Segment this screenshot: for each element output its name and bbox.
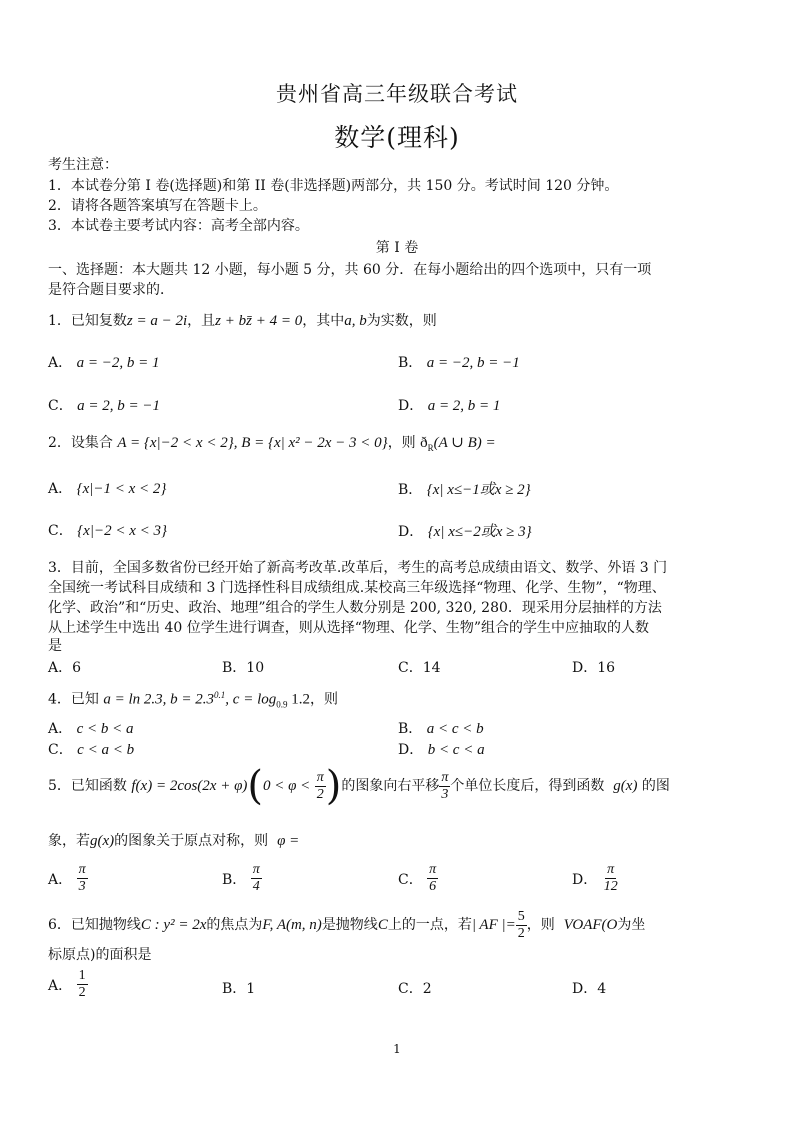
exam-title: 贵州省高三年级联合考试 xyxy=(276,82,518,106)
q5-stem-d: 的图 xyxy=(641,778,670,794)
notice-heading: 考生注意： xyxy=(48,157,118,173)
q6-expr-parabola: C : y² = 2x xyxy=(140,917,207,933)
q5-expr-condition: 0 < φ < xyxy=(263,778,311,794)
q1-expr-z: z = a − 2i xyxy=(126,313,188,329)
question-1-stem xyxy=(48,312,437,330)
q5-option-d: D． $\frac{\pi}{12}$ xyxy=(572,862,618,894)
q6-option-b: B．1 xyxy=(222,981,256,997)
q6-option-d: D．4 xyxy=(572,981,607,997)
q3-line-5: 是 xyxy=(48,638,62,654)
q5-frac-pi-over-3: $\frac{\pi}{3}$ xyxy=(441,769,449,802)
q1-expr-equation: z + bz̄ + 4 = 0 xyxy=(215,313,303,329)
exam-subject: 数学(理科) xyxy=(334,123,460,152)
q1-stem-d: 为实数，则 xyxy=(366,313,437,329)
q1-option-c: C． a = 2, b = −1 xyxy=(48,398,161,414)
q6-stem-a: 6．已知抛物线 xyxy=(48,917,141,933)
q5-line2-b: 的图象关于原点对称，则 xyxy=(114,833,269,849)
q3-line-4: 从上述学生中选出 40 位学生进行调查，则从选择“物理、化学、生物”组合的学生中应抽取的人数 xyxy=(48,620,650,636)
q2-option-a: A． {x|−1 < x < 2} xyxy=(48,481,167,497)
q3-line-3: 化学、政治”和“历史、政治、地理”组合的学生人数分别是 200, 320, 280．现采用分层抽样的方法 xyxy=(48,600,662,616)
q4-option-c: C． c < a < b xyxy=(48,742,135,758)
q6-expr-c: C xyxy=(377,917,388,933)
q6-stem-b: 的焦点为 xyxy=(206,917,263,933)
question-2-stem xyxy=(48,434,496,457)
q4-stem-a: 4．已知 xyxy=(48,691,99,708)
q5-frac-pi-over-2: $\frac{\pi}{2}$ xyxy=(316,769,324,802)
question-6-stem xyxy=(48,905,645,945)
q1-option-b: B． a = −2, b = −1 xyxy=(398,355,520,371)
q6-frac-5-over-2: $\frac{5}{2}$ xyxy=(517,908,525,941)
q2-option-b: B． {x| x≤−1或x ≥ 2} xyxy=(398,482,531,498)
q2-expr-union: (A ∪ B) = xyxy=(433,435,496,451)
q1-expr-ab: a, b xyxy=(344,313,367,329)
q6-option-c: C．2 xyxy=(398,981,432,997)
q2-complement: ð xyxy=(420,435,428,451)
section-intro-line-1: 一、选择题：本大题共 12 小题，每小题 5 分，共 60 分．在每小题给出的四个选项中，只有一项 xyxy=(48,262,652,278)
question-5-line-2 xyxy=(48,832,299,850)
q5-line2-a: 象，若 xyxy=(48,833,90,849)
q4-stem-b: ，则 xyxy=(310,691,338,708)
q4-expr-log-base: 0.9 xyxy=(276,699,288,710)
q5-line2-gx: g(x) xyxy=(90,833,115,849)
page-number: 1 xyxy=(393,1042,401,1056)
q4-expr-ab: a = ln 2.3, b = 2.3 xyxy=(103,691,215,708)
q6-expr-triangle: VOAF(O xyxy=(563,917,618,933)
q5-phi-equals: φ = xyxy=(277,833,300,849)
q6-stem-d: 上的一点，若 xyxy=(387,917,472,933)
q2-expr-sets: A = {x|−2 < x < 2}, B = {x| x² − 2x − 3 < 0} xyxy=(117,435,388,451)
q6-stem-f: 为坐 xyxy=(617,917,646,933)
q2-stem-b: ，则 xyxy=(387,435,416,451)
notice-line-2: 2．请将各题答案填写在答题卡上。 xyxy=(48,198,267,214)
q1-stem-b: ，且 xyxy=(187,313,216,329)
q5-expr-function: f(x) = 2cos(2x + φ) xyxy=(131,778,248,794)
q2-complement-sub: R xyxy=(427,442,434,453)
question-5-stem xyxy=(48,763,670,809)
q3-option-b: B．10 xyxy=(222,660,265,676)
q3-option-a: A．6 xyxy=(48,660,82,676)
q6-line-2: 标原点)的面积是 xyxy=(48,947,152,963)
q5-option-a: A． $\frac{\pi}{3}$ xyxy=(48,862,86,894)
q3-line-1: 3．目前，全国多数省份已经开始了新高考改革.改革后，考生的高考总成绩由语文、数学、外语 3 门 xyxy=(48,560,668,576)
q1-option-a: A． a = −2, b = 1 xyxy=(48,355,160,371)
q5-paren-left: ( xyxy=(247,763,263,809)
q4-option-a: A． c < b < a xyxy=(48,721,134,737)
q2-stem-a: 2．设集合 xyxy=(48,435,113,451)
q5-option-c: C． $\frac{\pi}{6}$ xyxy=(398,862,437,894)
q4-expr-log-arg: 1.2 xyxy=(287,691,310,708)
q5-stem-c: 个单位长度后，得到函数 xyxy=(450,778,605,794)
q5-paren-right: ) xyxy=(325,763,342,809)
q5-option-b: B． $\frac{\pi}{4}$ xyxy=(222,862,260,894)
q3-option-c: C．14 xyxy=(398,660,441,676)
q4-option-b: B． a < c < b xyxy=(398,721,484,737)
q2-option-d: D． {x| x≤−2或x ≥ 3} xyxy=(398,524,532,540)
q5-stem-a: 5．已知函数 xyxy=(48,778,127,794)
q4-option-d: D． b < c < a xyxy=(398,742,485,758)
q3-line-2: 全国统一考试科目成绩和 3 门选择性科目成绩组成.某校高三年级选择“物理、化学、生物”，“物理、 xyxy=(48,580,666,596)
q5-expr-gx: g(x) xyxy=(613,778,638,794)
q6-stem-c: 是抛物线 xyxy=(321,917,378,933)
q6-expr-af: | AF |= xyxy=(471,917,516,933)
q5-stem-b: 的图象向右平移 xyxy=(341,778,440,794)
notice-line-3: 3．本试卷主要考试内容：高考全部内容。 xyxy=(48,218,309,234)
question-4-stem xyxy=(48,686,338,713)
q1-stem-c: ，其中 xyxy=(302,313,345,329)
notice-line-1: 1．本试卷分第 I 卷(选择题)和第 II 卷(非选择题)两部分，共 150 分。考试时间 120 分钟。 xyxy=(48,178,619,194)
q4-expr-exponent: 0.1 xyxy=(214,690,226,700)
section-intro-line-2: 是符合题目要求的． xyxy=(48,282,174,298)
q6-stem-e: ，则 xyxy=(526,917,555,933)
q6-option-a: A． $\frac{1}{2}$ xyxy=(48,968,86,1000)
q3-option-d: D．16 xyxy=(572,660,616,676)
q1-stem-a: 1．已知复数 xyxy=(48,313,127,329)
q4-expr-log: , c = log xyxy=(225,691,277,708)
q1-option-d: D． a = 2, b = 1 xyxy=(398,398,501,414)
section-label: 第 I 卷 xyxy=(375,240,419,256)
q2-option-c: C． {x|−2 < x < 3} xyxy=(48,523,167,539)
q6-expr-points: F, A(m, n) xyxy=(262,917,322,933)
